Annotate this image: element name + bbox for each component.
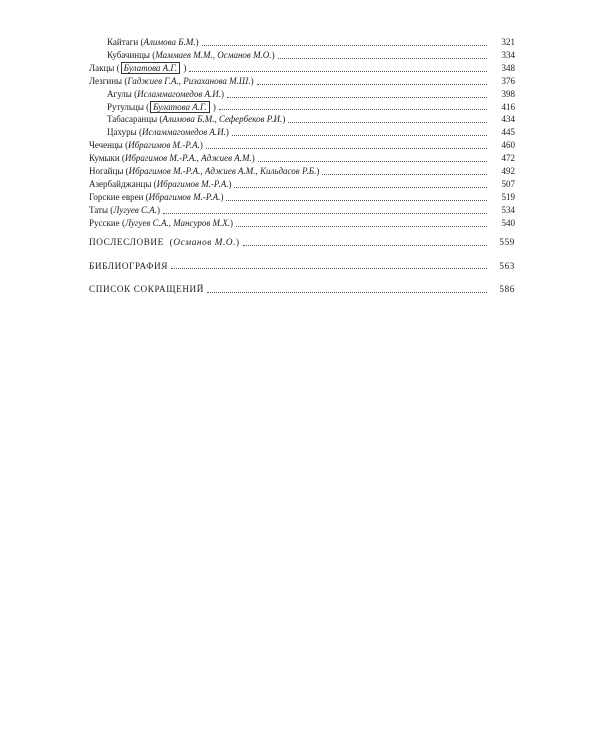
toc-open-paren: (	[138, 37, 144, 47]
toc-entry-text	[89, 139, 203, 152]
toc-open-paren: (	[122, 75, 128, 86]
page-number: 586	[499, 284, 515, 295]
toc-open-paren: (	[163, 236, 174, 247]
toc-author: Исламмагомедов А.И.	[141, 127, 226, 138]
toc-open-paren: (	[114, 62, 120, 73]
toc-entry	[89, 152, 515, 165]
page-number: 559	[499, 236, 515, 247]
dot-leader	[288, 121, 487, 123]
toc-entry-text	[89, 178, 231, 191]
dot-leader	[202, 44, 487, 46]
toc-close-paren: )	[210, 101, 216, 112]
page-number: 519	[501, 191, 515, 202]
toc-title: Русские	[89, 217, 120, 228]
toc-author: Алимова Б.М., Сефербеков Р.И.	[162, 114, 283, 125]
dot-leader	[226, 199, 487, 201]
page-number: 348	[501, 62, 515, 73]
toc-title: БИБЛИОГРАФИЯ	[89, 260, 168, 271]
dot-leader	[227, 96, 487, 98]
toc-entry	[89, 178, 515, 191]
toc-title: ПОСЛЕСЛОВИЕ	[89, 236, 164, 247]
toc-open-paren: (	[131, 88, 138, 99]
toc-entry	[89, 236, 515, 249]
toc-author-boxed: Булатова А.Г.	[121, 62, 181, 74]
toc-title: Рутульцы	[107, 101, 144, 112]
toc-entry	[89, 260, 515, 273]
toc-title: Лакцы	[89, 62, 115, 73]
toc-title: Таты	[89, 204, 109, 215]
page-number: 321	[501, 37, 515, 47]
toc-author: Маммаев М.М., Османов М.О.	[155, 49, 272, 60]
toc-entry	[89, 283, 515, 296]
toc-close-paren: )	[229, 217, 233, 228]
toc-close-paren: )	[282, 114, 286, 125]
dot-leader	[236, 225, 487, 227]
toc-entry-text	[89, 236, 240, 249]
toc-close-paren: )	[228, 178, 232, 189]
toc-entry	[89, 217, 515, 230]
toc-author: Исламмагомедов А.И.	[137, 88, 221, 99]
toc-open-paren: (	[108, 204, 114, 215]
toc-author: Лугуев С.А., Мансуров М.Х.	[124, 217, 230, 228]
dot-leader	[207, 291, 487, 293]
toc-author: Ибрагимов М.-Р.А., Аджиев А.М.	[124, 153, 252, 164]
toc-title: Чеченцы	[89, 140, 123, 151]
toc-title: СПИСОК СОКРАЩЕНИЙ	[89, 284, 205, 295]
toc-entry	[89, 204, 515, 217]
toc-entry-text	[89, 152, 255, 165]
dot-leader	[189, 70, 487, 72]
toc-open-paren: (	[119, 217, 125, 228]
toc-close-paren: )	[236, 236, 240, 247]
toc-author: Ибрагимов М.-Р.А.	[156, 178, 229, 189]
toc-close-paren: )	[250, 75, 254, 86]
toc-title: Кайтаги	[107, 37, 139, 47]
toc-entry-text	[89, 283, 204, 296]
toc-title: Кубачинцы	[107, 49, 150, 60]
dot-leader	[219, 108, 487, 110]
dot-leader	[171, 267, 487, 269]
toc-entry-text	[89, 62, 186, 75]
dot-leader	[232, 134, 487, 136]
page-number: 507	[501, 178, 515, 189]
toc-entry-text	[89, 191, 223, 204]
toc-open-paren: (	[151, 178, 157, 189]
toc-close-paren: )	[157, 204, 161, 215]
page-number: 398	[501, 88, 515, 99]
toc-entry-text	[107, 126, 229, 139]
page-number: 540	[501, 217, 515, 228]
dot-leader	[322, 173, 487, 175]
toc-entry	[89, 75, 515, 88]
toc-entry	[89, 62, 515, 75]
page-number: 334	[501, 49, 515, 60]
dot-leader	[234, 186, 487, 188]
toc-title: Табасаранцы	[107, 114, 158, 125]
toc-close-paren: )	[225, 127, 229, 138]
toc-entry	[89, 165, 515, 178]
toc-author: Ибрагимов М.-Р.А.	[148, 191, 221, 202]
toc-title: Лезгины	[89, 75, 123, 86]
page-number: 460	[501, 140, 515, 151]
toc-title: Агулы	[107, 88, 132, 99]
toc-entry	[89, 139, 515, 152]
toc-entry	[89, 88, 515, 101]
toc-open-paren: (	[143, 101, 150, 112]
dot-leader	[163, 212, 487, 214]
toc-open-paren: (	[119, 153, 125, 164]
toc-close-paren: )	[220, 191, 224, 202]
page-number: 472	[501, 153, 515, 164]
toc-title: Горские евреи	[89, 191, 144, 202]
toc-author: Алимова Б.М.	[143, 37, 196, 47]
toc-open-paren: (	[136, 127, 142, 138]
dot-leader	[243, 244, 487, 246]
toc-title: Ногайцы	[89, 166, 124, 177]
dot-leader	[257, 83, 487, 85]
toc-entry-text	[107, 36, 199, 49]
toc-close-paren: )	[199, 140, 203, 151]
toc-close-paren: )	[271, 49, 275, 60]
page-number: 434	[501, 114, 515, 125]
toc-entry	[89, 101, 515, 114]
toc-entry-text	[89, 165, 319, 178]
toc-entry	[89, 36, 515, 49]
toc-close-paren: )	[195, 37, 199, 47]
toc-entry	[89, 49, 515, 62]
toc-author: Османов М.О.	[173, 236, 237, 247]
toc-author-boxed: Булатова А.Г.	[150, 101, 210, 113]
dot-leader	[258, 160, 487, 162]
toc-entry-text	[89, 75, 254, 88]
toc-title: Кумыки	[89, 153, 120, 164]
toc-entry-text	[107, 49, 275, 62]
page-number: 534	[501, 204, 515, 215]
toc-entry-text	[107, 101, 216, 114]
toc-open-paren: (	[143, 191, 149, 202]
toc-open-paren: (	[122, 140, 129, 151]
page-number: 445	[501, 127, 515, 138]
page-number: 563	[499, 260, 515, 271]
toc-author: Ибрагимов М.-Р.А.	[128, 140, 200, 151]
toc-entry-text	[89, 204, 160, 217]
toc-title: Азербайджанцы	[89, 178, 152, 189]
toc-entry	[89, 191, 515, 204]
toc-author: Ибрагимов М.-Р.А., Аджиев А.М., Кильдасов Р.Б.	[128, 166, 317, 177]
toc-entry	[89, 113, 515, 126]
toc-title: Цахуры	[107, 127, 137, 138]
toc-close-paren: )	[221, 88, 224, 99]
dot-leader	[278, 57, 487, 59]
page-number: 376	[501, 75, 515, 86]
toc-entry	[89, 126, 515, 139]
toc-close-paren: )	[181, 62, 187, 73]
page-number: 416	[501, 101, 515, 112]
toc-open-paren: (	[123, 166, 129, 177]
dot-leader	[206, 147, 487, 149]
toc-author: Лугуев С.А.	[113, 204, 158, 215]
toc-author: Гаджиев Г.А., Ризаханова М.Ш.	[127, 75, 251, 86]
toc-open-paren: (	[149, 49, 156, 60]
toc-entry-text	[89, 217, 233, 230]
toc-open-paren: (	[157, 114, 163, 125]
toc-entry-text	[107, 113, 285, 126]
toc-close-paren: )	[316, 166, 320, 177]
page-number: 492	[501, 166, 515, 177]
toc-entry-text	[89, 260, 168, 273]
toc-entry-text	[107, 88, 224, 101]
toc-close-paren: )	[251, 153, 255, 164]
table-of-contents	[89, 36, 515, 296]
